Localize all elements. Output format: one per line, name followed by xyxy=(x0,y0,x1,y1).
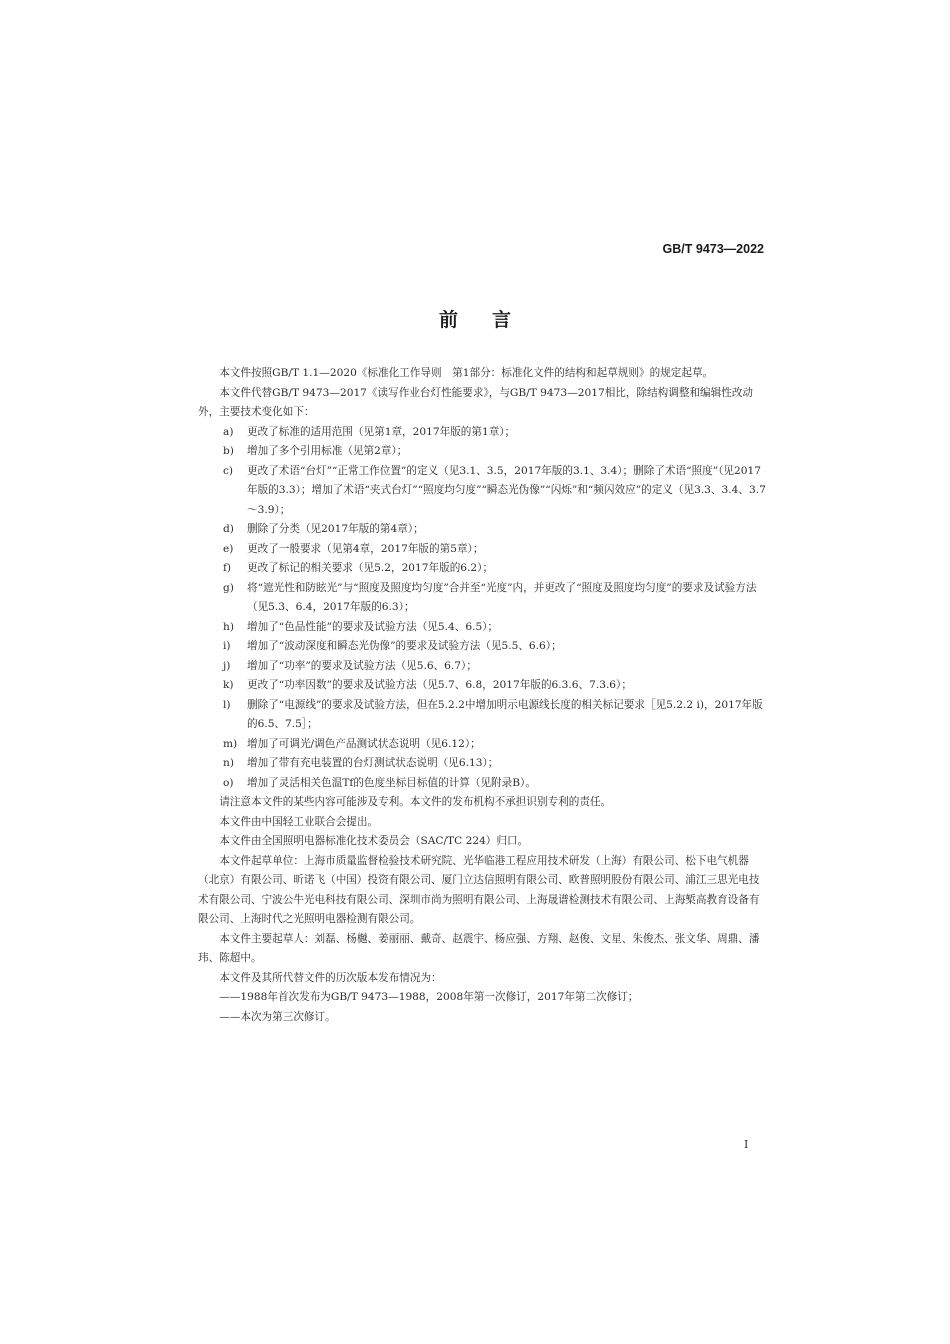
list-item-text: 增加了“波动深度和瞬态光伪像”的要求及试验方法（见5.5、6.6）； xyxy=(247,640,562,652)
list-item-label: k) xyxy=(223,679,234,691)
list-item xyxy=(198,579,766,618)
list-item-label: e) xyxy=(223,542,234,555)
page-number: I xyxy=(744,1138,749,1151)
list-item-label: j) xyxy=(223,659,231,672)
list-item-text: 增加了可调光/调色产品测试状态说明（见6.12）； xyxy=(247,737,481,750)
paragraph: 请注意本文件的某些内容可能涉及专利。本文件的发布机构不承担识别专利的责任。 xyxy=(219,796,612,808)
list-item xyxy=(198,423,766,443)
paragraph: 本文件及其所代替文件的历次版本发布情况为： xyxy=(219,971,442,984)
list-item-label: c) xyxy=(223,464,234,477)
list-item-label: a) xyxy=(223,425,234,438)
list-item-text: 增加了带有充电装置的台灯测试状态说明（见6.13）； xyxy=(247,757,499,769)
list-item-label: h) xyxy=(223,620,234,633)
list-item-text: 更改了一般要求（见第4章，2017年版的第5章）； xyxy=(247,542,484,555)
list-item xyxy=(198,735,766,755)
list-item-label: m) xyxy=(223,737,238,750)
list-item xyxy=(198,774,766,794)
list-item-text: 更改了标准的适用范围（见第1章，2017年版的第1章）； xyxy=(247,425,516,438)
list-item-label: n) xyxy=(223,757,234,769)
list-item-text: 更改了“功率因数”的要求及试验方法（见5.7、6.8，2017年版的6.3.6、7.3.6）； xyxy=(247,679,632,691)
page-title: 前言 xyxy=(438,309,545,331)
list-item-label: l) xyxy=(223,698,231,711)
list-item-label: i) xyxy=(223,640,231,652)
list-item xyxy=(198,559,766,579)
list-item-text: 增加了“功率”的要求及试验方法（见5.6、6.7）； xyxy=(247,659,477,672)
paragraph: 本文件代替GB/T 9473—2017《读写作业台灯性能要求》，与GB/T 9473—2017相比，除结构调整和编辑性改动外，主要技术变化如下： xyxy=(198,386,754,418)
list-item xyxy=(198,618,766,638)
standard-code: GB/T 9473—2022 xyxy=(662,242,764,256)
list-item xyxy=(198,462,766,521)
list-item-label: d) xyxy=(223,523,234,535)
list-item xyxy=(198,676,766,696)
list-item xyxy=(198,442,766,462)
list-item-text: 将“遮光性和防眩光”与“照度及照度均匀度”合并至“光度”内，并更改了“照度及照度均匀度”的要求及试验方法（见5.3、6.4，2017年版的6.3）； xyxy=(247,581,757,613)
list-item xyxy=(198,540,766,560)
list-item-text: 增加了多个引用标准（见第2章）； xyxy=(247,445,408,457)
list-item-text: 删除了“电源线”的要求及试验方法，但在5.2.2中增加明示电源线长度的相关标记要求［见5.2.2 i)，2017年版的6.5、7.5］； xyxy=(247,698,763,730)
list-item-text: 删除了分类（见2017年版的第4章）； xyxy=(247,523,424,535)
list-item-label: g) xyxy=(223,581,234,594)
list-item-label: b) xyxy=(223,445,234,457)
paragraph: 本文件主要起草人：刘磊、杨樾、姜丽丽、戴奇、赵震宇、杨应强、方翔、赵俊、文星、朱俊杰、张文华、周鼎、潘玮、陈超中。 xyxy=(198,932,760,964)
list-item-label: f) xyxy=(223,562,232,574)
list-item-text: 更改了术语“台灯”“正常工作位置”的定义（见3.1、3.5，2017年版的3.1、3.4）；删除了术语“照度”（见2017年版的3.3）；增加了术语“夹式台灯”“照度均匀度”“瞬态光伪像”“闪烁”和“频闪效应”的定义（见3.3、3.4、3.7～3.9）； xyxy=(247,464,766,516)
list-item xyxy=(198,696,766,735)
paragraph: 本文件按照GB/T 1.1—2020《标准化工作导则 第1部分：标准化文件的结构和起草规则》的规定起草。 xyxy=(219,367,714,379)
list-item-text: 增加了灵活相关色温Tf的色度坐标目标值的计算（见附录B）。 xyxy=(247,776,536,789)
list-item xyxy=(198,657,766,677)
list-item xyxy=(198,637,766,657)
list-item-text: 更改了标记的相关要求（见5.2，2017年版的6.2）； xyxy=(247,562,494,574)
paragraph: 本文件由中国轻工业联合会提出。 xyxy=(219,815,379,828)
list-item xyxy=(198,754,766,774)
paragraph: 本文件由全国照明电器标准化技术委员会（SAC/TC 224）归口。 xyxy=(219,835,529,847)
list-item xyxy=(198,520,766,540)
list-item-text: 增加了“色品性能”的要求及试验方法（见5.4、6.5）； xyxy=(247,620,499,633)
history-item: ——本次为第三次修订。 xyxy=(219,1010,336,1023)
paragraph: 本文件起草单位：上海市质量监督检验技术研究院、光华临港工程应用技术研发（上海）有限公司、松下电气机器（北京）有限公司、昕诺飞（中国）投资有限公司、厦门立达信照明有限公司、欧普照明股份有限公司、浦江三思光电技术有限公司、宁波公牛光电科技有限公司、深圳市尚为照明有限公司、上海晟谱检测技术有限公司、上海椠高教育设备有限公司、上海时代之光照明电器检测有限公司。 xyxy=(198,854,760,925)
list-item-label: o) xyxy=(223,776,234,789)
foreword-body xyxy=(198,364,766,1027)
history-item: ——1988年首次发布为GB/T 9473—1988，2008年第一次修订，2017年第二次修订； xyxy=(219,991,639,1003)
